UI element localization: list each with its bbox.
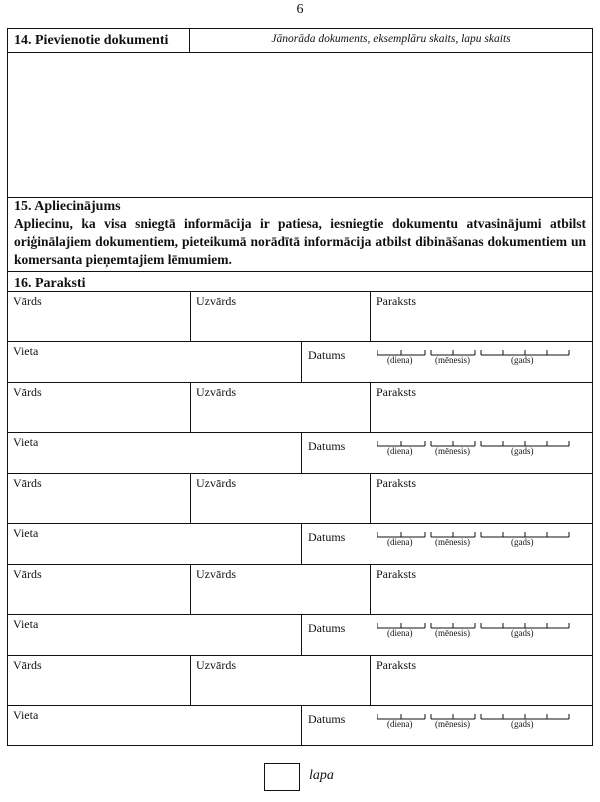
day-label: (diena) bbox=[387, 719, 413, 729]
signature-field[interactable] bbox=[370, 565, 592, 614]
date-field[interactable] bbox=[301, 706, 592, 746]
place-label: Vieta bbox=[13, 617, 39, 631]
name-row bbox=[8, 382, 592, 432]
surname-field[interactable] bbox=[190, 292, 370, 341]
place-field[interactable] bbox=[8, 524, 301, 564]
signature-label: Paraksts bbox=[376, 294, 416, 308]
year-label: (gads) bbox=[511, 628, 534, 638]
date-field[interactable] bbox=[301, 615, 592, 655]
date-scale bbox=[377, 619, 572, 647]
place-date-row bbox=[8, 432, 592, 473]
surname-field[interactable] bbox=[190, 656, 370, 705]
place-field[interactable] bbox=[8, 615, 301, 655]
place-date-row bbox=[8, 614, 592, 655]
surname-label: Uzvārds bbox=[196, 658, 236, 672]
place-field[interactable] bbox=[8, 706, 301, 746]
name-field[interactable] bbox=[8, 383, 190, 432]
month-label: (mēnesis) bbox=[435, 719, 470, 729]
signature-field[interactable] bbox=[370, 383, 592, 432]
name-row bbox=[8, 655, 592, 705]
year-label: (gads) bbox=[511, 355, 534, 365]
place-date-row bbox=[8, 341, 592, 382]
surname-field[interactable] bbox=[190, 383, 370, 432]
name-field[interactable] bbox=[8, 292, 190, 341]
year-label: (gads) bbox=[511, 446, 534, 456]
application-form bbox=[7, 28, 593, 746]
month-label: (mēnesis) bbox=[435, 446, 470, 456]
surname-field[interactable] bbox=[190, 565, 370, 614]
day-label: (diena) bbox=[387, 628, 413, 638]
name-label: Vārds bbox=[13, 658, 42, 672]
place-label: Vieta bbox=[13, 708, 39, 722]
date-label: Datums bbox=[308, 621, 346, 635]
attached-documents-field[interactable] bbox=[8, 52, 592, 198]
year-label: (gads) bbox=[511, 719, 534, 729]
name-row bbox=[8, 291, 592, 341]
date-label: Datums bbox=[308, 439, 346, 453]
surname-label: Uzvārds bbox=[196, 476, 236, 490]
signature-field[interactable] bbox=[370, 474, 592, 523]
date-label: Datums bbox=[308, 530, 346, 544]
date-scale bbox=[377, 346, 572, 374]
section-14-title: 14. Pievienotie dokumenti bbox=[8, 29, 190, 52]
surname-field[interactable] bbox=[190, 474, 370, 523]
date-field[interactable] bbox=[301, 342, 592, 382]
date-field[interactable] bbox=[301, 524, 592, 564]
signature-label: Paraksts bbox=[376, 567, 416, 581]
name-label: Vārds bbox=[13, 476, 42, 490]
signature-label: Paraksts bbox=[376, 385, 416, 399]
signature-field[interactable] bbox=[370, 292, 592, 341]
place-label: Vieta bbox=[13, 526, 39, 540]
surname-label: Uzvārds bbox=[196, 385, 236, 399]
place-field[interactable] bbox=[8, 342, 301, 382]
signature-label: Paraksts bbox=[376, 476, 416, 490]
declaration-text: Apliecinu, ka visa sniegtā informācija ir patiesa, iesniegtie dokumentu atvasinājumi atbilst oriģinālajiem dokumentiem, pieteikumā norādītā informācija atbilst dibināšanas dokumentiem un komersanta pieņemtajiem lēmumiem. bbox=[14, 216, 586, 267]
date-scale bbox=[377, 710, 572, 738]
signature-label: Paraksts bbox=[376, 658, 416, 672]
section-16-title: 16. Paraksti bbox=[14, 276, 86, 291]
place-label: Vieta bbox=[13, 344, 39, 358]
date-scale bbox=[377, 437, 572, 465]
place-date-row bbox=[8, 523, 592, 564]
date-scale bbox=[377, 528, 572, 556]
page-count-input[interactable] bbox=[264, 763, 300, 791]
place-field[interactable] bbox=[8, 433, 301, 473]
signature-field[interactable] bbox=[370, 656, 592, 705]
name-field[interactable] bbox=[8, 565, 190, 614]
date-field[interactable] bbox=[301, 433, 592, 473]
name-label: Vārds bbox=[13, 294, 42, 308]
name-field[interactable] bbox=[8, 474, 190, 523]
page-count-label: lapa bbox=[309, 768, 334, 783]
page-number: 6 bbox=[296, 2, 304, 17]
day-label: (diena) bbox=[387, 446, 413, 456]
date-label: Datums bbox=[308, 712, 346, 726]
place-date-row bbox=[8, 705, 592, 746]
surname-label: Uzvārds bbox=[196, 567, 236, 581]
name-label: Vārds bbox=[13, 385, 42, 399]
surname-label: Uzvārds bbox=[196, 294, 236, 308]
section-15-title: 15. Apliecinājums bbox=[14, 199, 121, 214]
date-label: Datums bbox=[308, 348, 346, 362]
month-label: (mēnesis) bbox=[435, 628, 470, 638]
section-14-header bbox=[8, 29, 592, 53]
place-label: Vieta bbox=[13, 435, 39, 449]
day-label: (diena) bbox=[387, 537, 413, 547]
year-label: (gads) bbox=[511, 537, 534, 547]
name-field[interactable] bbox=[8, 656, 190, 705]
section-divider bbox=[8, 271, 592, 272]
section-14-hint: Jānorāda dokuments, eksemplāru skaits, lapu skaits bbox=[271, 33, 511, 45]
name-row bbox=[8, 564, 592, 614]
month-label: (mēnesis) bbox=[435, 537, 470, 547]
day-label: (diena) bbox=[387, 355, 413, 365]
month-label: (mēnesis) bbox=[435, 355, 470, 365]
name-label: Vārds bbox=[13, 567, 42, 581]
name-row bbox=[8, 473, 592, 523]
